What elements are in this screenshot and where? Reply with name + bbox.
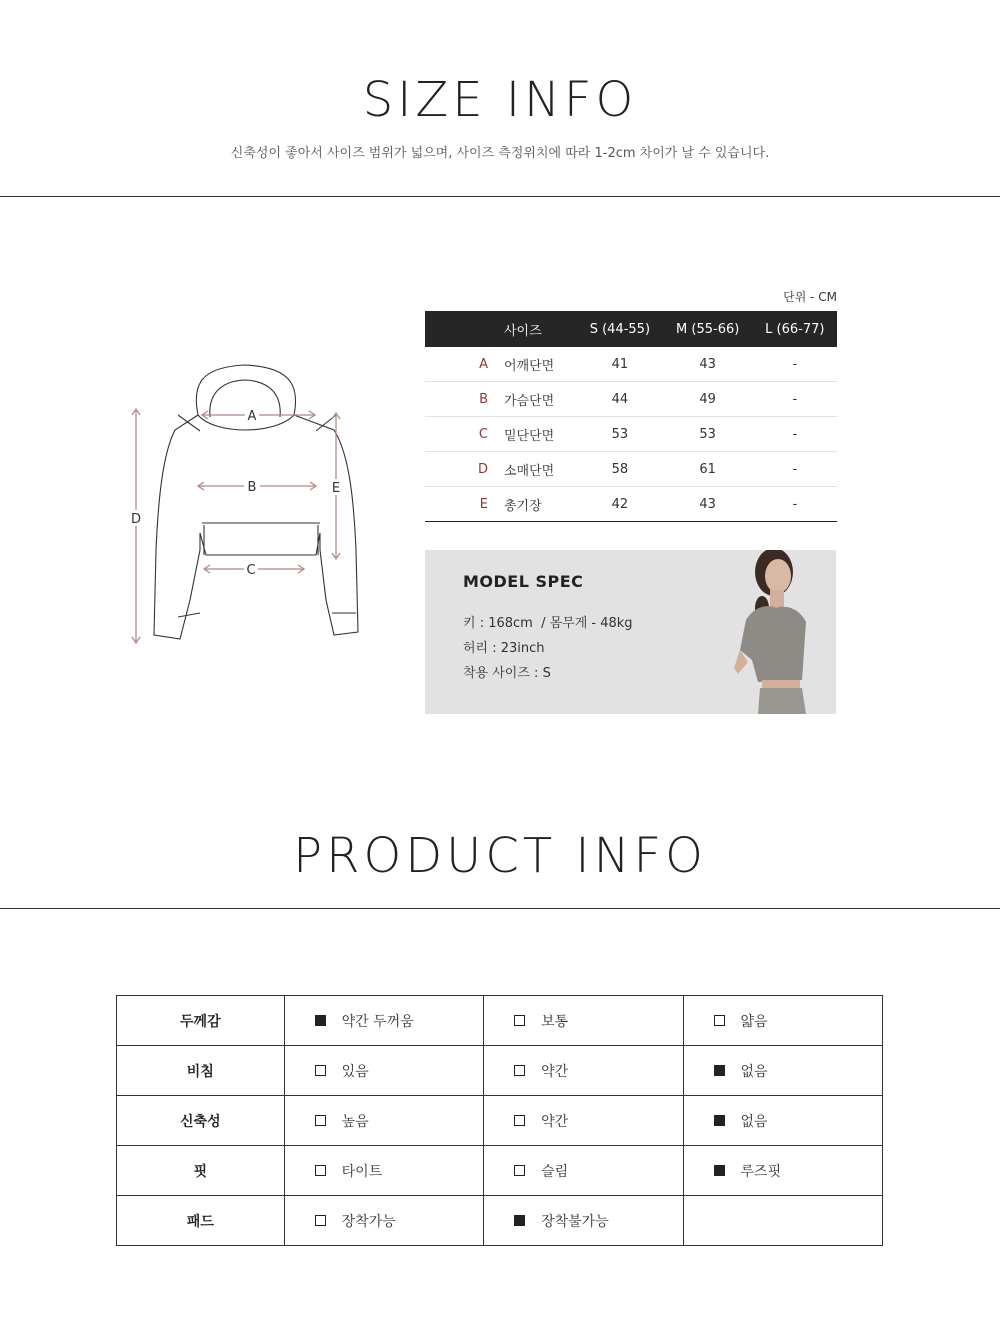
- option-text: 있음: [341, 1063, 369, 1080]
- option-cell: [484, 996, 683, 1046]
- option-cell: [284, 996, 483, 1046]
- cell-m: 49: [663, 382, 753, 417]
- row-label: 패드: [117, 1196, 285, 1246]
- table-row: [425, 417, 837, 452]
- table-row: [117, 1196, 883, 1246]
- option-text: 약간: [541, 1063, 569, 1080]
- model-spec-title: MODEL SPEC: [463, 572, 584, 591]
- diagram-label-d: D: [130, 512, 142, 527]
- unchecked-square-icon: [514, 1015, 525, 1026]
- unchecked-square-icon: [315, 1215, 326, 1226]
- size-info-title: SIZE INFO: [362, 72, 638, 128]
- option-cell-empty: [683, 1196, 882, 1246]
- unchecked-square-icon: [514, 1065, 525, 1076]
- option-cell: [484, 1146, 683, 1196]
- divider: [0, 908, 1000, 909]
- table-row: [425, 347, 837, 382]
- option-cell: [484, 1046, 683, 1096]
- option-cell: [683, 996, 882, 1046]
- cell-m: 43: [663, 347, 753, 382]
- cell-m: 61: [663, 452, 753, 487]
- unchecked-square-icon: [315, 1065, 326, 1076]
- cell-l: -: [753, 347, 837, 382]
- row-label: 비침: [117, 1046, 285, 1096]
- header-cell: 사이즈: [494, 311, 577, 347]
- row-name: 총기장: [494, 487, 577, 522]
- checked-square-icon: [714, 1165, 725, 1176]
- row-letter: E: [425, 487, 494, 522]
- row-letter: C: [425, 417, 494, 452]
- header-cell: [425, 311, 494, 347]
- option-text: 높음: [341, 1113, 369, 1130]
- table-row: [117, 996, 883, 1046]
- model-photo: [676, 550, 836, 714]
- cell-l: -: [753, 487, 837, 522]
- unchecked-square-icon: [315, 1165, 326, 1176]
- diagram-label-a: A: [247, 409, 257, 424]
- option-text: 장착가능: [341, 1213, 396, 1230]
- cell-s: 42: [577, 487, 663, 522]
- row-letter: B: [425, 382, 494, 417]
- option-text: 루즈핏: [740, 1163, 782, 1180]
- model-spec-panel: [425, 550, 836, 714]
- model-waist: 허리 : 23inch: [463, 641, 545, 656]
- product-info-title: PRODUCT INFO: [293, 828, 707, 884]
- option-text: 약간 두꺼움: [341, 1013, 414, 1030]
- model-height-weight: 키 : 168cm / 몸무게 - 48kg: [463, 616, 633, 631]
- cell-s: 58: [577, 452, 663, 487]
- row-name: 소매단면: [494, 452, 577, 487]
- cell-l: -: [753, 452, 837, 487]
- header-cell: L (66-77): [753, 311, 837, 347]
- option-text: 얇음: [740, 1013, 768, 1030]
- row-name: 밑단단면: [494, 417, 577, 452]
- row-letter: D: [425, 452, 494, 487]
- table-row: [117, 1096, 883, 1146]
- option-cell: [484, 1196, 683, 1246]
- size-table: [425, 311, 837, 522]
- header-cell: M (55-66): [663, 311, 753, 347]
- option-text: 타이트: [341, 1163, 383, 1180]
- checked-square-icon: [514, 1215, 525, 1226]
- option-text: 약간: [541, 1113, 569, 1130]
- table-row: [117, 1046, 883, 1096]
- diagram-label-e: E: [331, 481, 341, 496]
- size-info-subtitle: 신축성이 좋아서 사이즈 범위가 넓으며, 사이즈 측정위치에 따라 1-2cm 차이가 날 수 있습니다.: [230, 146, 770, 161]
- product-info-table: [116, 995, 883, 1246]
- option-text: 없음: [740, 1113, 768, 1130]
- diagram-label-b: B: [247, 480, 257, 495]
- row-name: 어깨단면: [494, 347, 577, 382]
- unit-label: 단위 - CM: [783, 290, 837, 304]
- option-text: 장착불가능: [541, 1213, 609, 1230]
- checked-square-icon: [714, 1115, 725, 1126]
- unchecked-square-icon: [514, 1165, 525, 1176]
- row-label: 핏: [117, 1146, 285, 1196]
- model-size-worn: 착용 사이즈 : S: [463, 666, 551, 681]
- row-name: 가슴단면: [494, 382, 577, 417]
- unchecked-square-icon: [714, 1015, 725, 1026]
- cell-l: -: [753, 382, 837, 417]
- row-label: 두께감: [117, 996, 285, 1046]
- cell-m: 43: [663, 487, 753, 522]
- hoodie-size-diagram: [120, 355, 370, 655]
- diagram-label-c: C: [246, 563, 256, 578]
- table-row: [117, 1146, 883, 1196]
- option-cell: [683, 1096, 882, 1146]
- option-cell: [484, 1096, 683, 1146]
- option-text: 슬림: [541, 1163, 569, 1180]
- cell-l: -: [753, 417, 837, 452]
- table-row: [425, 487, 837, 522]
- cell-m: 53: [663, 417, 753, 452]
- option-cell: [683, 1046, 882, 1096]
- table-row: [425, 452, 837, 487]
- cell-s: 41: [577, 347, 663, 382]
- row-letter: A: [425, 347, 494, 382]
- unchecked-square-icon: [315, 1115, 326, 1126]
- option-cell: [284, 1046, 483, 1096]
- divider: [0, 196, 1000, 197]
- row-label: 신축성: [117, 1096, 285, 1146]
- option-cell: [284, 1196, 483, 1246]
- unchecked-square-icon: [514, 1115, 525, 1126]
- cell-s: 53: [577, 417, 663, 452]
- size-table-header: [425, 311, 837, 347]
- checked-square-icon: [315, 1015, 326, 1026]
- table-row: [425, 382, 837, 417]
- cell-s: 44: [577, 382, 663, 417]
- option-text: 없음: [740, 1063, 768, 1080]
- checked-square-icon: [714, 1065, 725, 1076]
- option-cell: [284, 1146, 483, 1196]
- header-cell: S (44-55): [577, 311, 663, 347]
- option-text: 보통: [541, 1013, 569, 1030]
- option-cell: [284, 1096, 483, 1146]
- option-cell: [683, 1146, 882, 1196]
